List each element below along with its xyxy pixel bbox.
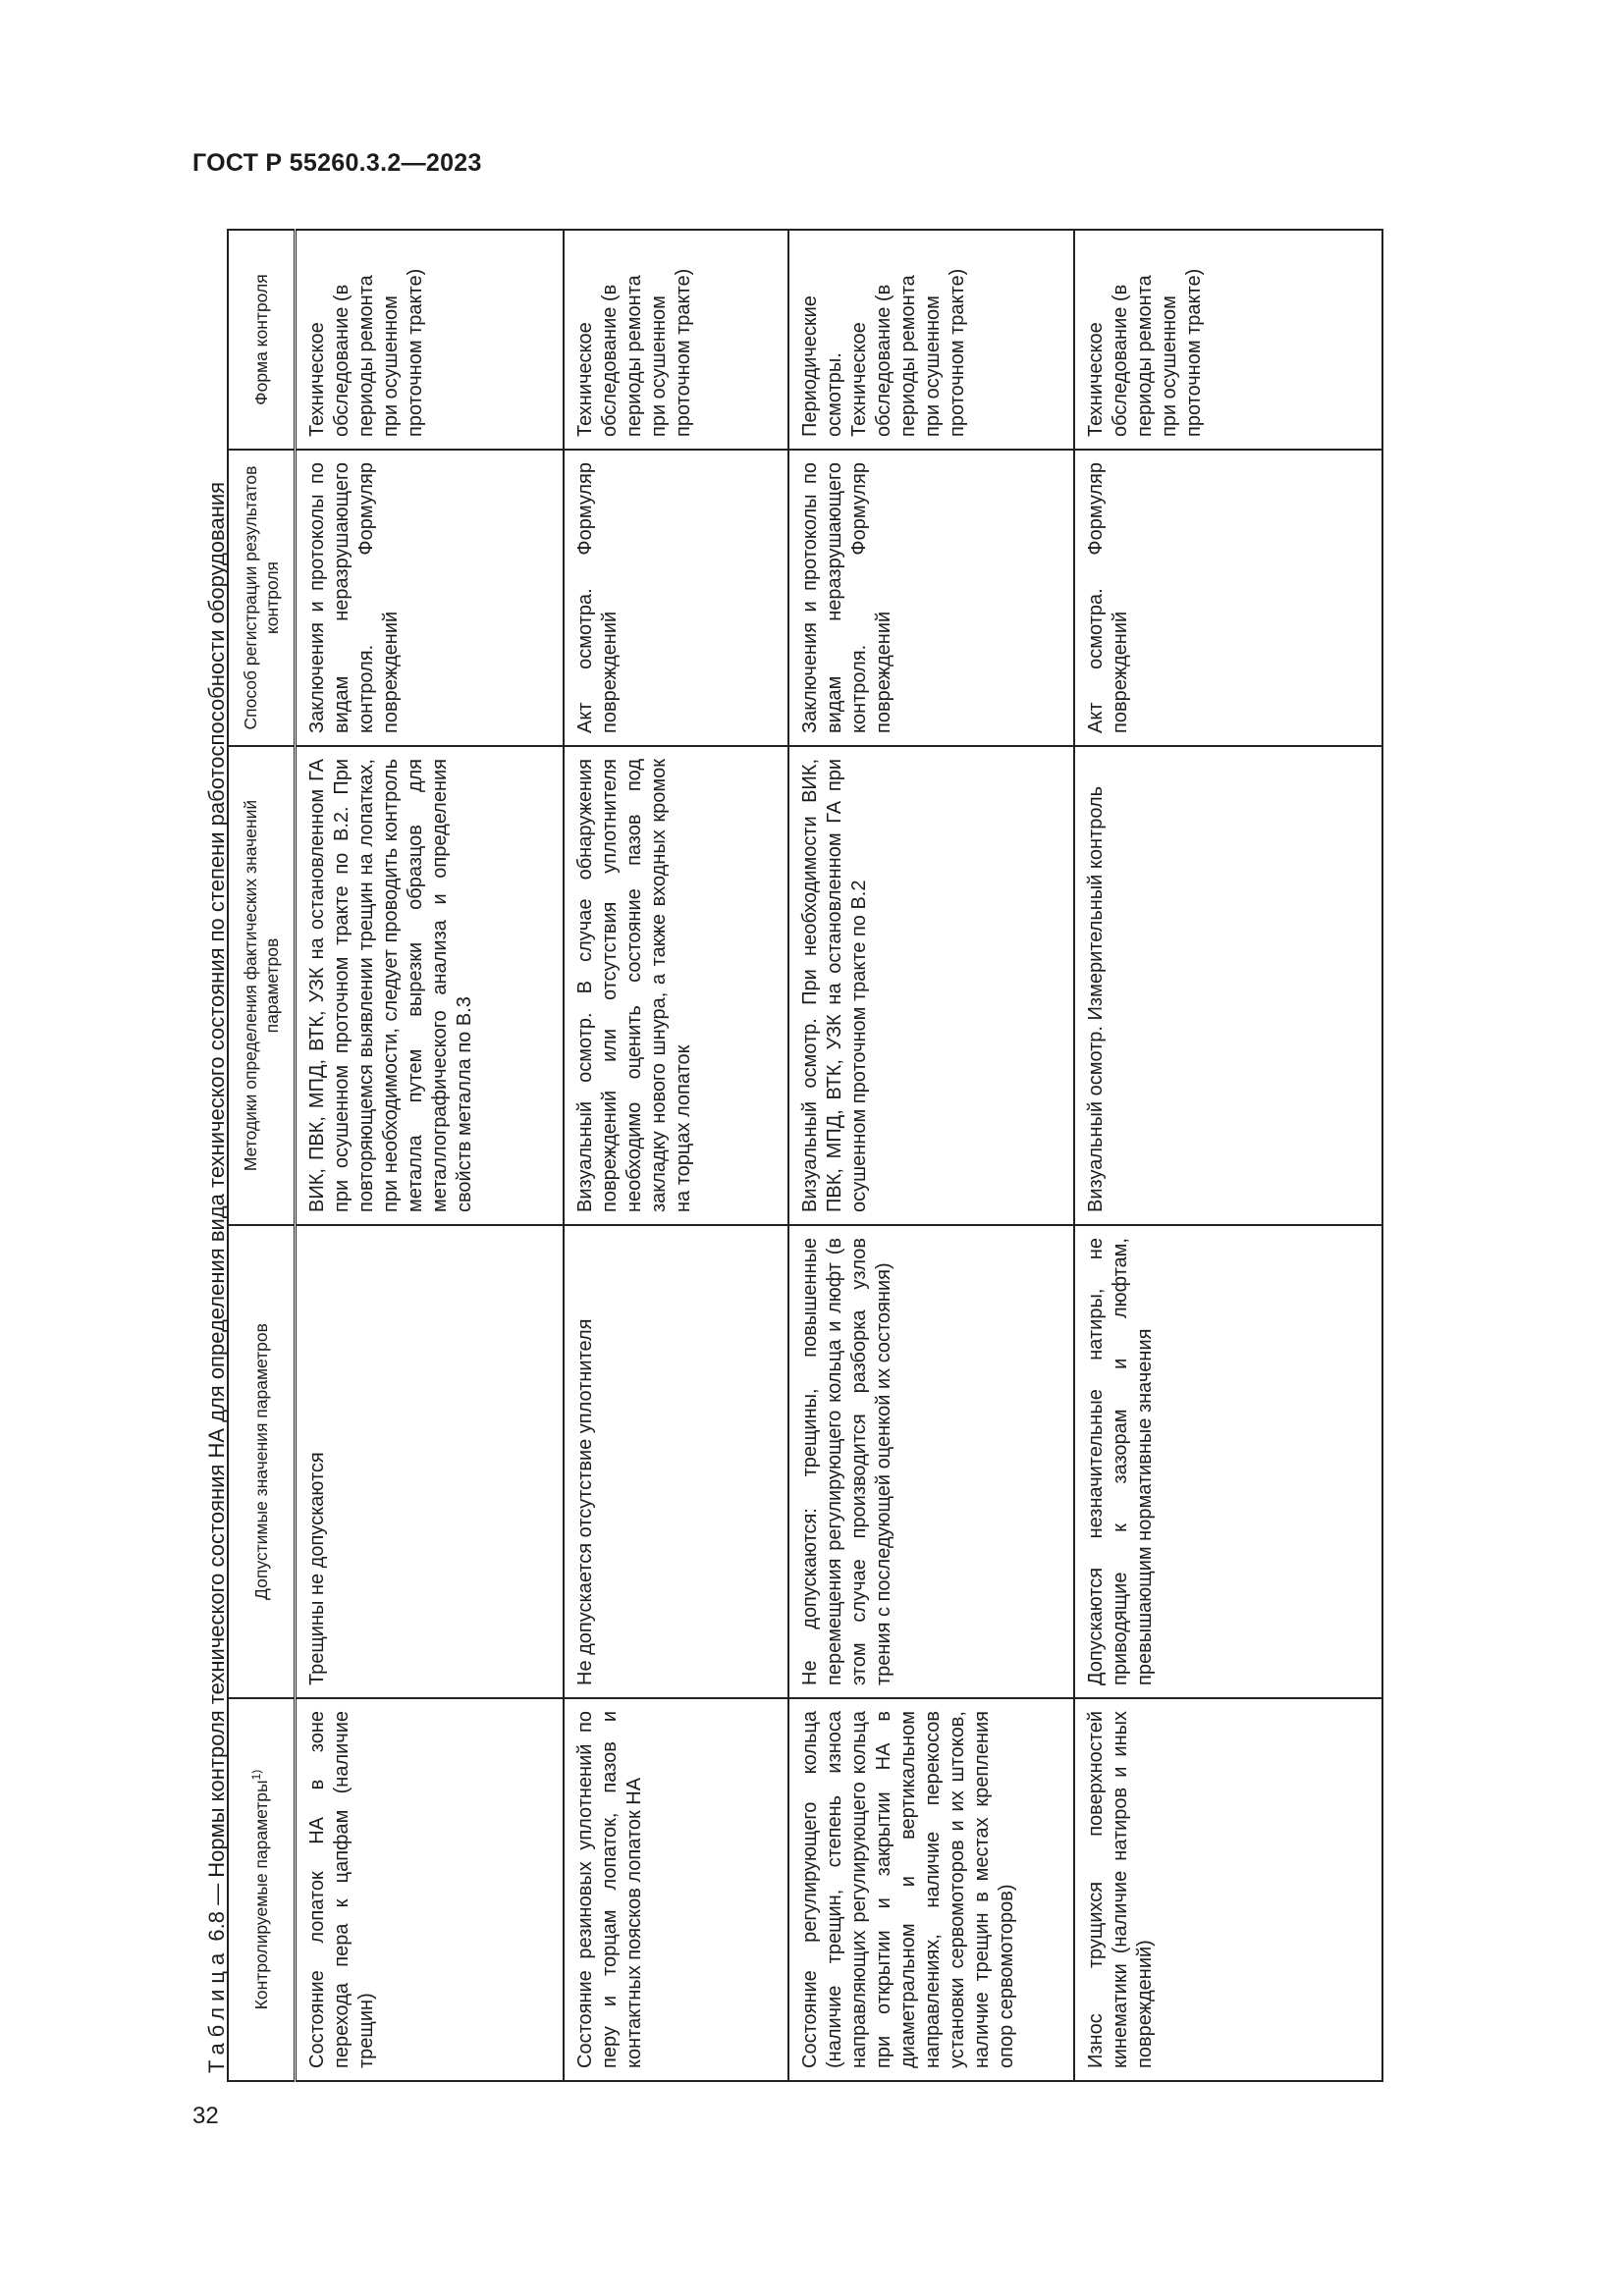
cell-form: Техническое обследование (в периоды ремонта при осушенном проточном тракте): [564, 230, 788, 450]
cell-param: Износ трущихся поверхностей кинематики (наличие натиров и иных повреждений): [1074, 1698, 1382, 2081]
page-number: 32: [192, 2103, 219, 2129]
cell-param: Состояние регулирующего кольца (наличие трещин, степень износа направляющих регулирующего кольца при открытии и закрытии НА в диаметральном и вертикальном направлениях, наличие перекосов установки сервомоторов и их штоков, наличие трещин в местах крепления опор сервомоторов): [788, 1698, 1074, 2081]
rotated-table-inner: [227, 231, 1383, 2082]
cell-methods: Визуальный осмотр. В случае обнаружения повреждений или отсутствия уплотнителя необходимо оценить состояние пазов под закладку нового шнура, а также входных кромок на торцах лопаток: [564, 746, 788, 1225]
cell-registration: Акт осмотра. Формуляр повреждений: [1074, 450, 1382, 746]
header-form: Форма контроля: [228, 230, 295, 450]
cell-allowed: Не допускается отсутствие уплотнителя: [564, 1225, 788, 1698]
cell-allowed: Трещины не допускаются: [295, 1225, 564, 1698]
caption-prefix: Таблица: [204, 1947, 229, 2073]
cell-methods: Визуальный осмотр. При необходимости ВИК, ПВК, МПД, ВТК, УЗК на остановленном ГА при осушенном проточном тракте по В.2: [788, 746, 1074, 1225]
standard-header: ГОСТ Р 55260.3.2—2023: [192, 149, 482, 177]
header-methods: Методики определения фактических значений параметров: [228, 746, 295, 1225]
cell-registration: Заключения и протоколы по видам неразрушающего контроля. Формуляр повреждений: [788, 450, 1074, 746]
cell-form: Периодические осмотры. Техническое обследование (в периоды ремонта при осушенном проточном тракте): [788, 230, 1074, 450]
cell-registration: Акт осмотра. Формуляр повреждений: [564, 450, 788, 746]
caption-title: — Нормы контроля технического состояния НА для определения вида технического состояния по степени работоспособности оборудования: [204, 481, 229, 1905]
cell-param: Состояние лопаток НА в зоне перехода пера к цапфам (наличие трещин): [295, 1698, 564, 2081]
table-header-row: [228, 230, 295, 2081]
cell-param: Состояние резиновых уплотнений по перу и торцам лопаток, пазов и контактных поясков лопаток НА: [564, 1698, 788, 2081]
table-row: [1074, 230, 1382, 2081]
cell-methods: Визуальный осмотр. Измерительный контроль: [1074, 746, 1382, 1225]
header-allowed: Допустимые значения параметров: [228, 1225, 295, 1698]
footnote-ref: 1): [248, 1769, 263, 1781]
cell-form: Техническое обследование (в периоды ремонта при осушенном проточном тракте): [295, 230, 564, 450]
header-registration: Способ регистрации результатов контроля: [228, 450, 295, 746]
caption-number: 6.8: [204, 1911, 229, 1942]
rotated-table-wrapper: [227, 231, 1383, 2082]
header-param: Контролируемые параметры$^{1)}$: [228, 1698, 295, 2081]
norms-table: [227, 229, 1383, 2082]
cell-allowed: Не допускаются: трещины, повышенные перемещения регулирующего кольца и люфт (в этом случае производится разборка узлов трения с последующей оценкой их состояния): [788, 1225, 1074, 1698]
cell-registration: Заключения и протоколы по видам неразрушающего контроля. Формуляр повреждений: [295, 450, 564, 746]
table-row: [788, 230, 1074, 2081]
table-row: [564, 230, 788, 2081]
cell-methods: ВИК, ПВК, МПД, ВТК, УЗК на остановленном ГА при осушенном проточном тракте по В.2. При повторяющемся выявлении трещин на лопатках, при необходимости, следует проводить контроль металла путем вырезки образцов для металлографического анализа и определения свойств металла по В.3: [295, 746, 564, 1225]
cell-form: Техническое обследование (в периоды ремонта при осушенном проточном тракте): [1074, 230, 1382, 450]
cell-allowed: Допускаются незначительные натиры, не приводящие к зазорам и люфтам, превышающим нормативные значения: [1074, 1225, 1382, 1698]
table-row: [295, 230, 564, 2081]
